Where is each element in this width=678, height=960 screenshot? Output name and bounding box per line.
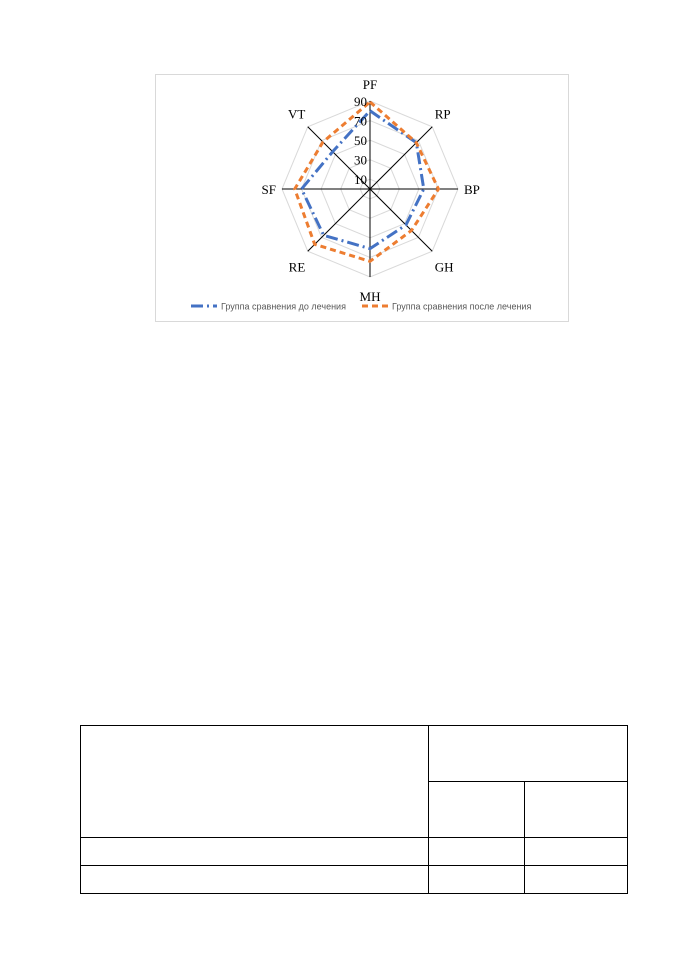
legend-label: Группа сравнения до лечения	[221, 301, 346, 312]
radial-tick-label: 10	[354, 172, 367, 188]
category-label: GH	[434, 259, 454, 275]
radial-tick-label: 90	[354, 94, 367, 109]
data-table	[80, 725, 628, 894]
legend-label: Группа сравнения после лечения	[392, 301, 532, 312]
category-label: BP	[464, 182, 480, 197]
radial-tick-label: 70	[354, 113, 367, 129]
category-label: MH	[359, 289, 381, 304]
table-cell	[525, 782, 628, 838]
category-label: VT	[287, 106, 306, 122]
table-cell	[81, 866, 429, 894]
table-cell	[429, 782, 525, 838]
table-row	[81, 838, 628, 866]
table-cell	[429, 866, 525, 894]
radial-tick-label: 30	[354, 152, 367, 168]
category-label: SF	[261, 182, 276, 197]
radar-chart	[156, 75, 570, 323]
axis-spoke	[370, 189, 432, 251]
data-table-container	[80, 725, 627, 893]
radial-tick-label: 50	[354, 133, 367, 149]
table-cell	[81, 838, 429, 866]
table-cell	[525, 866, 628, 894]
category-label: RE	[288, 259, 306, 275]
table-cell	[81, 726, 429, 838]
table-cell	[525, 838, 628, 866]
table-row	[81, 866, 628, 894]
category-label: PF	[362, 77, 378, 92]
table-cell	[429, 726, 628, 782]
category-label: RP	[434, 106, 451, 122]
radar-chart-container	[155, 74, 569, 322]
table-cell	[429, 838, 525, 866]
table-row	[81, 726, 628, 782]
